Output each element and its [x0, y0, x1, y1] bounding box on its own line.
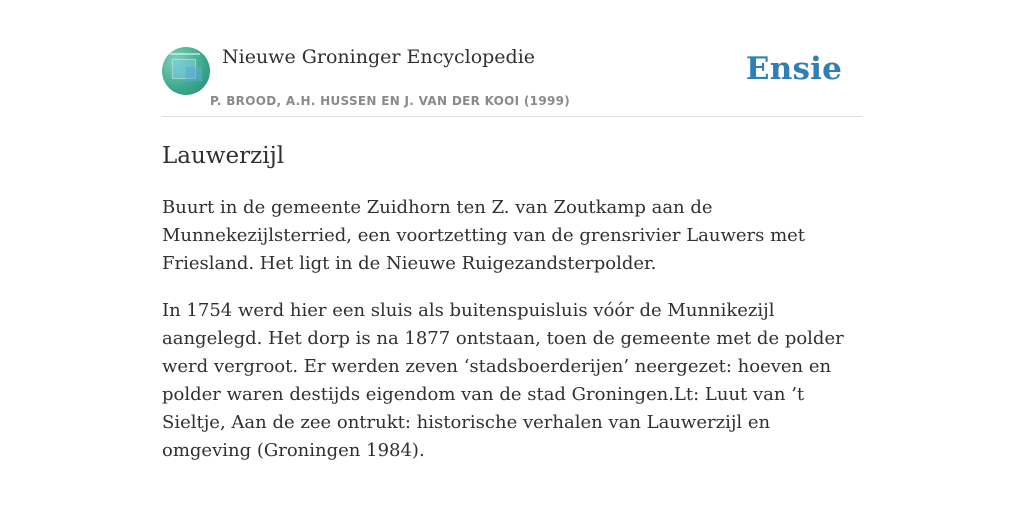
entry-paragraph: Buurt in de gemeente Zuidhorn ten Z. van Zoutkamp aan de Munnekezijlsterried, een voortzetting van de grensrivier Lauwers met Friesland. Het ligt in de Nieuwe Ruigezandsterpolder. — [162, 197, 806, 274]
entry-paragraph: In 1754 werd hier een sluis als buitenspuisluis vóór de Munnikezijl aangelegd. Het dorp is na 1877 ontstaan, toen de gemeente met de polder werd vergroot. Er werden zeven ‘stadsboerderijen’ neergezet: hoeven en polder waren destijds eigendom van de stad Groningen.Lt: Luut van ’t Sieltje, Aan de zee ontrukt: historische verhalen van Lauwerzijl en omgeving (Groningen 1984). — [162, 300, 844, 461]
page-container — [162, 0, 862, 465]
ensie-logo[interactable]: Ensie — [745, 51, 842, 87]
book-cover-icon[interactable] — [162, 47, 210, 95]
cover-decoration — [170, 53, 200, 55]
book-title[interactable]: Nieuwe Groninger Encyclopedie — [222, 46, 536, 68]
book-authors: P. BROOD, A.H. HUSSEN EN J. VAN DER KOOI (1999) — [210, 94, 571, 108]
cover-decoration — [186, 67, 202, 81]
header — [162, 0, 862, 117]
entry-title: Lauwerzijl — [162, 143, 285, 169]
